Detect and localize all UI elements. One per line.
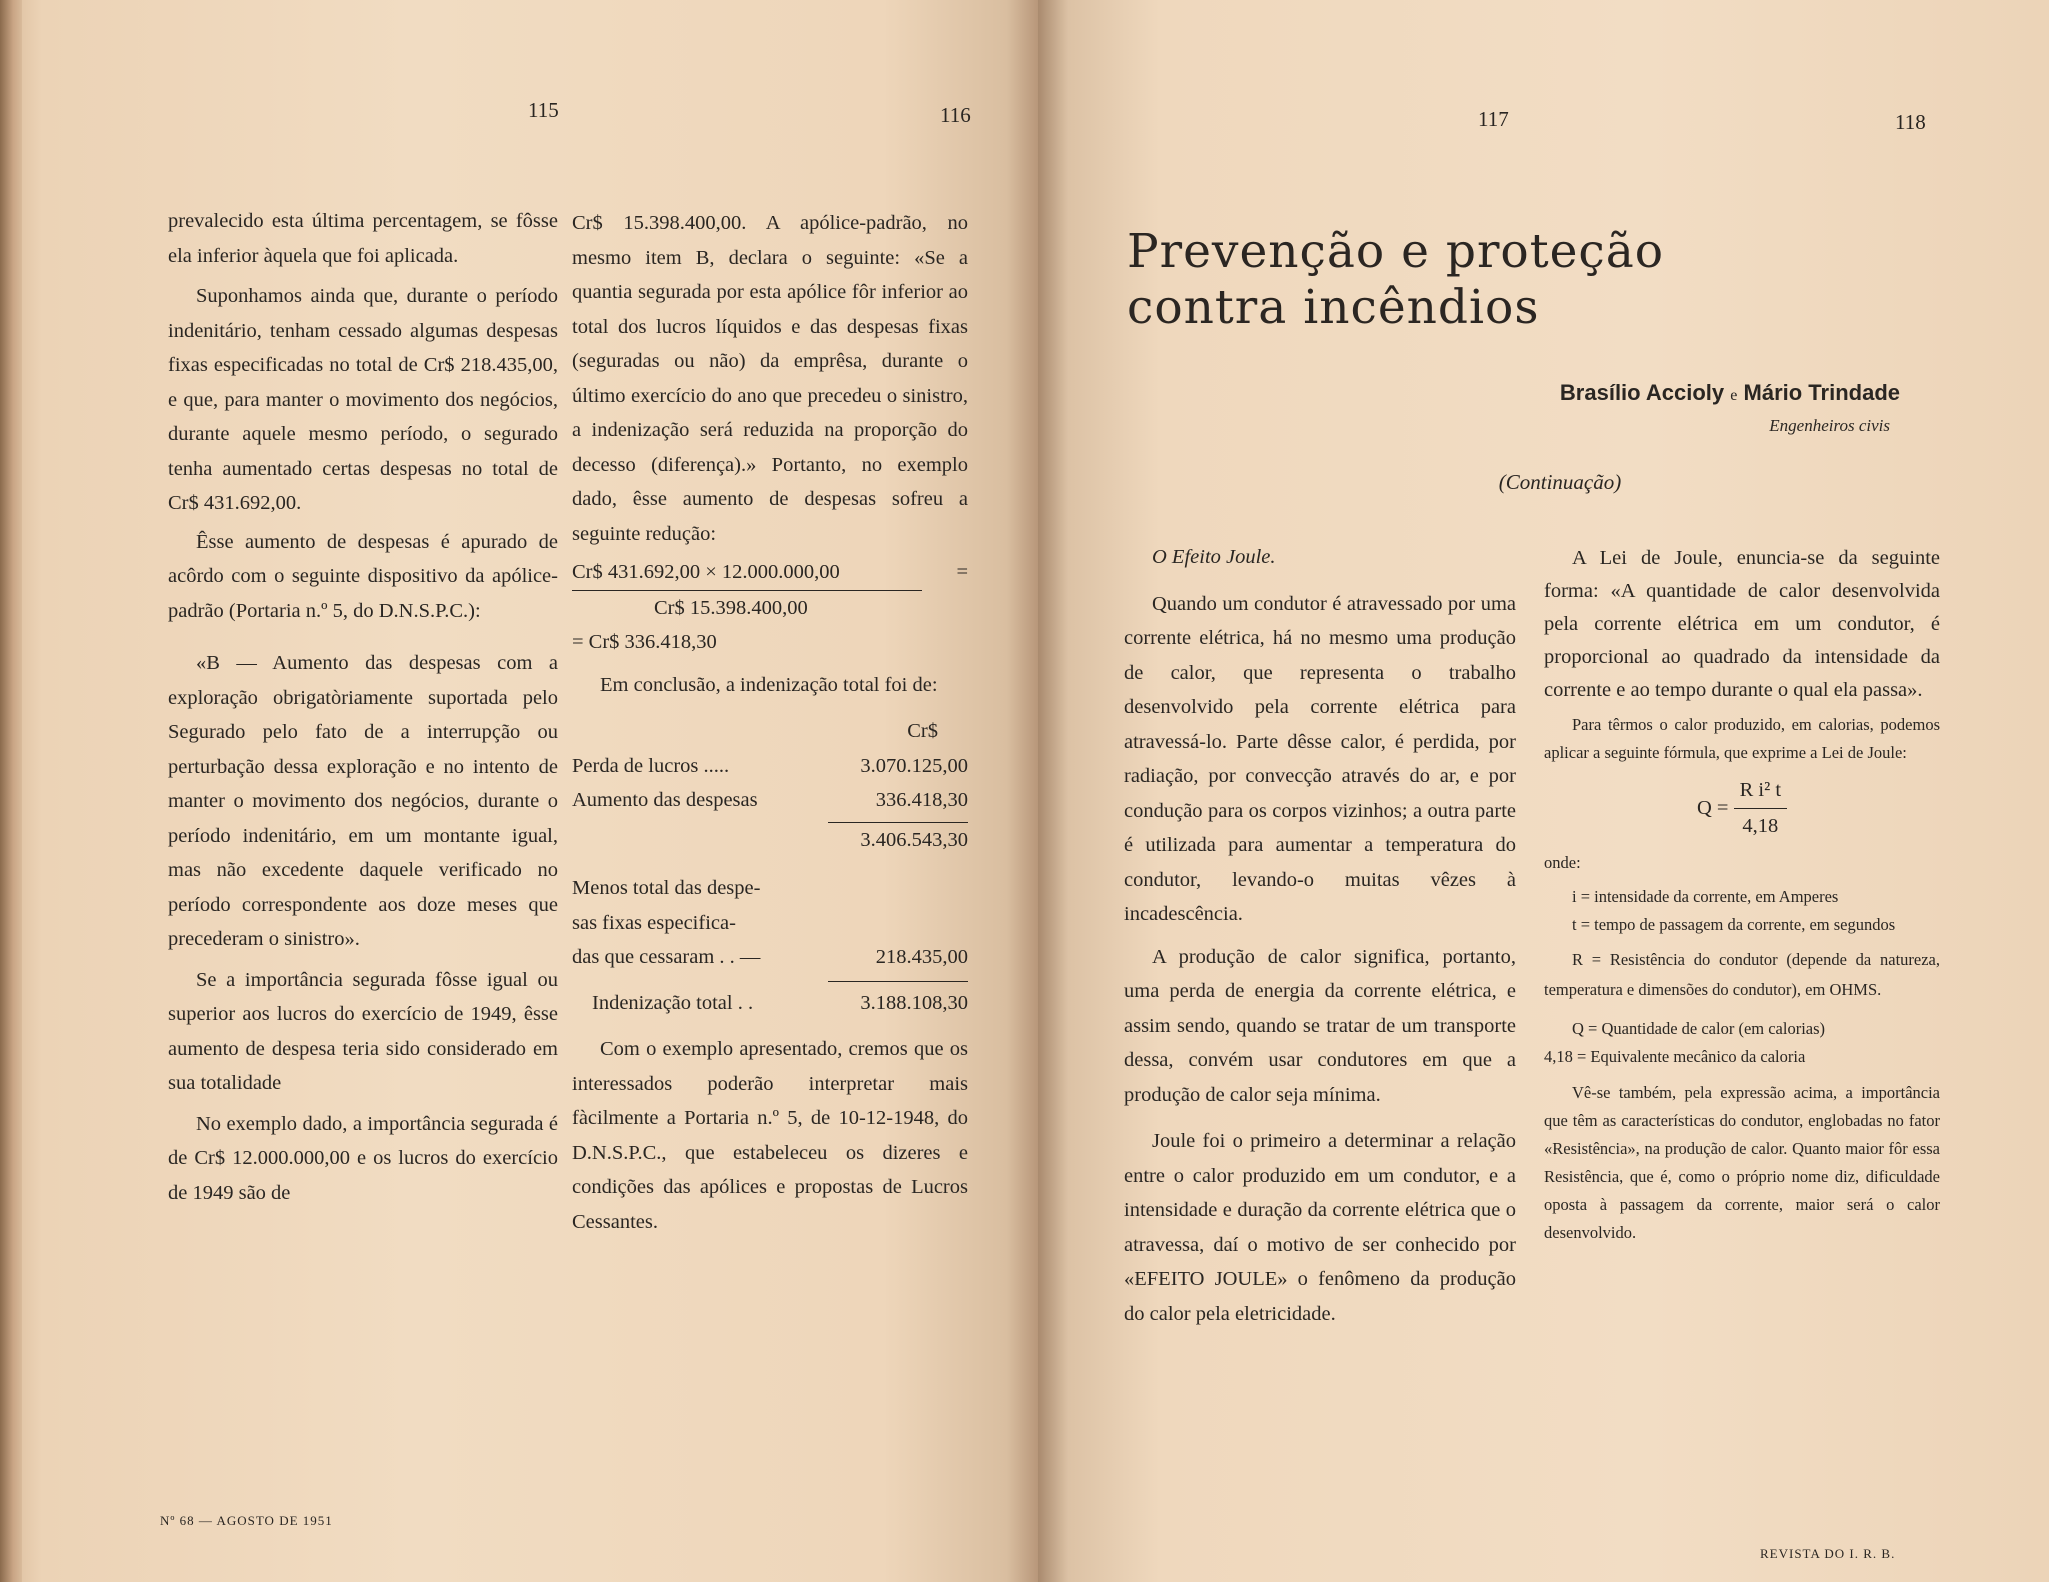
row-label: Perda de lucros .....: [572, 754, 730, 777]
author-conjunction: e: [1730, 387, 1738, 404]
author-role: Engenheiros civis: [1769, 416, 1890, 435]
page-number-117: 117: [1478, 107, 1509, 131]
paragraph: Êsse aumento de despesas é apurado de acôrdo com o seguinte dispositivo da apólice-padrão (Portaria n.º 5, do D.N.S.P.C.):: [168, 530, 558, 622]
total-value: 3.188.108,30: [860, 991, 968, 1014]
table-row: [572, 783, 968, 818]
reduction-formula: [572, 555, 968, 660]
paragraph: prevalecido esta última percentagem, se fôsse ela inferior àquela que foi aplicada.: [168, 210, 558, 267]
paragraph: «B — Aumento das despesas com a exploração obrigatòriamente suportada pelo Segurado pelo fato de a interrupção ou perturbação dessa exploração e no intento de manter o movimento dos negócios, durante o período indenitário, em um montante igual, mas não excedente daquele verificado no período correspondente aos doze meses que precederam o sinistro».: [168, 652, 558, 950]
paragraph: Quando um condutor é atravessado por uma corrente elétrica, há no mesmo uma produção de calor, que representa o trabalho desenvolvido pela corrente elétrica para atravessá-lo. Parte dêsse calor, é perdida, por radiação, por convecção através do ar, e por condução para os corpos vizinhos; a outra parte é utilizada para aumentar a temperatura do condutor, levando-o muitas vêzes à incadescência.: [1124, 592, 1516, 925]
paragraph: No exemplo dado, a importância segurada é de Cr$ 12.000.000,00 e os lucros do exercício de 1949 são de: [168, 1112, 558, 1204]
table-row: [572, 749, 968, 784]
column-117: [1124, 540, 1516, 1331]
page-number-118: 118: [1895, 110, 1926, 134]
table-row: [572, 871, 968, 975]
article-authors: [1480, 380, 1900, 406]
formula-denominator: 4,18: [1742, 814, 1779, 837]
onde-label: onde:: [1544, 853, 1581, 872]
article-title: [1127, 224, 1687, 336]
paragraph: A produção de calor significa, portanto, uma perda de energia da corrente elétrica, e assim sendo, quando se tratar de um transporte dessa, convém usar condutores em que a produção de calor seja mínima.: [1124, 945, 1516, 1106]
page-number-115: 115: [528, 98, 559, 122]
currency-header: Cr$: [907, 720, 938, 742]
formula-q: Q =: [1696, 796, 1729, 819]
definition: R = Resistência do condutor (depende da natureza, temperatura e dimensões do condutor), em OHMS.: [1544, 950, 1940, 999]
section-heading: O Efeito Joule.: [1152, 546, 1276, 568]
row-value: 218.435,00: [875, 946, 968, 968]
title-line: Prevenção e proteção: [1127, 224, 1665, 279]
book-edge: [0, 0, 22, 1582]
sum-line: [828, 981, 968, 982]
row-value: 336.418,30: [875, 789, 968, 811]
paragraph: Se a importância segurada fôsse igual ou superior aos lucros do exercício de 1949, êsse aumento de despesa teria sido considerado em sua totalidade: [168, 968, 558, 1094]
formula-numerator: Cr$ 431.692,00 × 12.000.000,00: [572, 561, 840, 583]
row-label: Menos total das despe-: [572, 877, 761, 899]
definition: t = tempo de passagem da corrente, em segundos: [1572, 915, 1896, 934]
paragraph: Com o exemplo apresentado, cremos que os interessados poderão interpretar mais fàcilmente a Portaria n.º 5, de 10-12-1948, do D.N.S.P.C., que estabeleceu os dizeres e condições das apólices e propostas de Lucros Cessantes.: [572, 1038, 968, 1233]
formula-denominator: Cr$ 15.398.400,00: [654, 596, 808, 619]
definition: i = intensidade da corrente, em Amperes: [1572, 887, 1839, 906]
row-label: Aumento das despesas: [572, 789, 758, 811]
table-row: [572, 986, 968, 1021]
formula-equals: =: [956, 561, 968, 583]
row-label: das que cessaram . . —: [572, 946, 761, 968]
formula-result: = Cr$ 336.418,30: [572, 631, 717, 653]
author-name: Brasílio Accioly: [1559, 380, 1725, 405]
row-value: 3.070.125,00: [860, 754, 968, 777]
joule-formula: [1544, 773, 1940, 843]
paragraph: Cr$ 15.398.400,00. A apólice-padrão, no mesmo item B, declara o seguinte: «Se a quantia segurada por esta apólice fôr inferior ao total dos lucros líquidos e das despesas fixas (seguradas ou não) da emprêsa, durante o último exercício do ano que precedeu o sinistro, a indenização será reduzida na proporção do decesso (diferença).» Portanto, no exemplo dado, êsse aumento de despesas sofreu a seguinte redução:: [572, 212, 968, 545]
formula-numerator: R i² t: [1734, 773, 1787, 809]
column-118: [1544, 542, 1940, 1247]
row-label: sas fixas especifica-: [572, 911, 736, 934]
definition: Q = Quantidade de calor (em calorias): [1572, 1019, 1826, 1038]
footer-issue: Nº 68 — AGOSTO DE 1951: [160, 1513, 333, 1528]
paragraph: A Lei de Joule, enuncia-se da seguinte forma: «A quantidade de calor desenvolvida pela corrente elétrica em um condutor, é proporcional ao quadrado da intensidade da corrente e ao tempo durante o qual ela passa».: [1544, 547, 1940, 701]
page-number-116: 116: [940, 103, 971, 127]
author-name: Mário Trindade: [1743, 380, 1900, 405]
title-line: contra incêndios: [1127, 280, 1540, 335]
subtotal-value: 3.406.543,30: [860, 828, 968, 851]
paragraph: Suponhamos ainda que, durante o período indenitário, tenham cessado algumas despesas fixas especificadas no total de Cr$ 218.435,00, e que, para manter o movimento dos negócios, durante aquele mesmo período, o segurado tenha aumentado certas despesas no total de Cr$ 431.692,00.: [168, 285, 558, 514]
definition: 4,18 = Equivalente mecânico da caloria: [1544, 1047, 1806, 1066]
paragraph: Para têrmos o calor produzido, em calorias, podemos aplicar a seguinte fórmula, que exprime a Lei de Joule:: [1544, 715, 1940, 762]
continuation-note: (Continuação): [1498, 470, 1622, 494]
paragraph: Vê-se também, pela expressão acima, a importância que têm as características do condutor, englobadas no fator «Resistência», na produção de calor. Quanto maior fôr essa Resistência, que é, como o próprio nome diz, dificuldade oposta à passagem da corrente, maior será o calor desenvolvido.: [1544, 1083, 1940, 1242]
paragraph: Em conclusão, a indenização total foi de:: [600, 673, 938, 696]
paragraph: Joule foi o primeiro a determinar a relação entre o calor produzido em um condutor, e a intensidade e duração da corrente elétrica que o atravessa, daí o motivo de ser conhecido por «EFEITO JOULE» o fenômeno da produção do calor pela eletricidade.: [1124, 1130, 1516, 1325]
column-115: [168, 204, 558, 1210]
footer-magazine: REVISTA DO I. R. B.: [1760, 1546, 1896, 1561]
total-label: Indenização total . .: [592, 991, 754, 1014]
column-116: [572, 206, 968, 1239]
indemnity-table: [572, 714, 968, 1020]
